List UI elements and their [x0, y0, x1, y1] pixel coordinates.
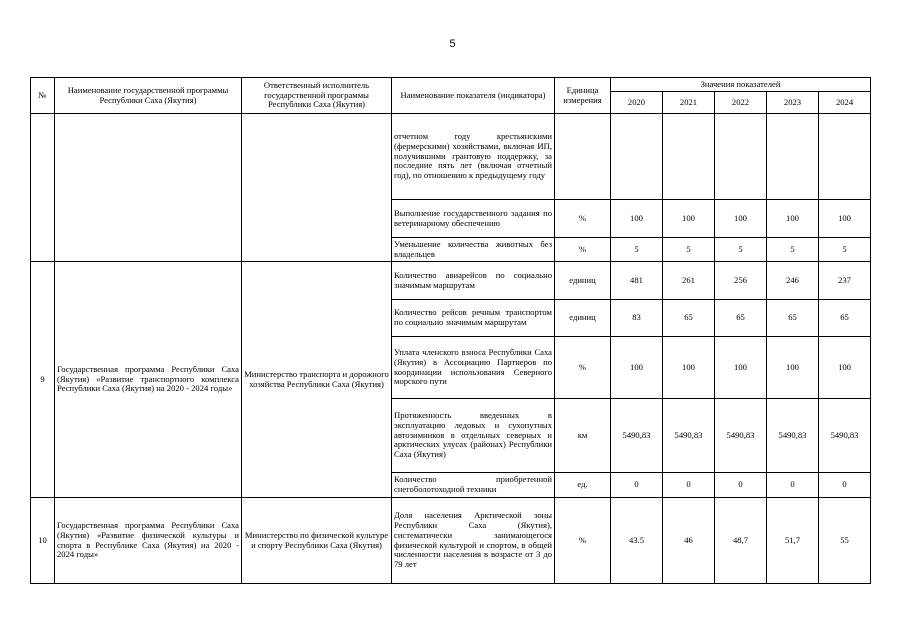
value-cell: 5 — [767, 238, 819, 262]
value-cell: 5 — [715, 238, 767, 262]
indicators-table — [30, 77, 871, 584]
value-cell: 5 — [663, 238, 715, 262]
header-values-group: Значения показателей — [611, 78, 871, 92]
value-cell: 65 — [715, 300, 767, 337]
value-cell: 100 — [767, 337, 819, 399]
value-cell — [715, 114, 767, 200]
value-cell: 100 — [715, 337, 767, 399]
program-name: Государственная программа Республики Саха (Якутия) «Развитие транспортного комплекса Республики Саха (Якутия) на 2020 - 2024 годы» — [55, 262, 242, 498]
num-cell-empty — [31, 114, 55, 262]
unit-cell: % — [555, 238, 611, 262]
page-number: 5 — [449, 38, 456, 50]
indicator-cell: Уплата членского взноса Республики Саха (Якутия) в Ассоциацию Партнеров по координации использования Северного морского пути — [392, 337, 555, 399]
value-cell: 0 — [819, 473, 871, 498]
value-cell: 100 — [663, 337, 715, 399]
program-executor: Министерство по физической культуре и спорту Республики Саха (Якутия) — [242, 498, 392, 584]
program-name: Государственная программа Республики Саха (Якутия) «Развитие физической культуры и спорта в Республике Саха (Якутия) на 2020 - 2024 годы» — [55, 498, 242, 584]
header-program: Наименование государственной программы Республики Саха (Якутия) — [55, 78, 242, 114]
value-cell: 481 — [611, 262, 663, 300]
value-cell — [767, 114, 819, 200]
header-year-2023: 2023 — [767, 92, 819, 114]
unit-cell: % — [555, 498, 611, 584]
value-cell: 100 — [611, 200, 663, 238]
unit-cell: % — [555, 337, 611, 399]
value-cell: 261 — [663, 262, 715, 300]
indicator-cell: Выполнение государственного задания по ветеринарному обеспечению — [392, 200, 555, 238]
value-cell: 65 — [819, 300, 871, 337]
value-cell: 100 — [819, 337, 871, 399]
value-cell: 100 — [767, 200, 819, 238]
value-cell: 5490,83 — [767, 399, 819, 473]
header-num: № — [31, 78, 55, 114]
table-row — [31, 262, 871, 300]
header-year-2022: 2022 — [715, 92, 767, 114]
table-row — [31, 498, 871, 584]
value-cell: 0 — [767, 473, 819, 498]
unit-cell: % — [555, 200, 611, 238]
program-executor: Министерство транспорта и дорожного хозяйства Республики Саха (Якутия) — [242, 262, 392, 498]
unit-cell: км — [555, 399, 611, 473]
value-cell: 237 — [819, 262, 871, 300]
value-cell: 65 — [663, 300, 715, 337]
value-cell: 55 — [819, 498, 871, 584]
header-unit: Единица измерения — [555, 78, 611, 114]
value-cell: 100 — [663, 200, 715, 238]
indicator-cell: Доля населения Арктической зоны Республики Саха (Якутия), систематически занимающегося физической культурой и спортом, в общей численности населения в возрасте от 3 до 79 лет — [392, 498, 555, 584]
indicator-cell: Количество приобретенной снегоболотоходной техники — [392, 473, 555, 498]
value-cell: 5 — [611, 238, 663, 262]
value-cell: 51,7 — [767, 498, 819, 584]
value-cell: 5490,83 — [611, 399, 663, 473]
header-year-2024: 2024 — [819, 92, 871, 114]
value-cell: 100 — [611, 337, 663, 399]
value-cell: 43.5 — [611, 498, 663, 584]
unit-cell — [555, 114, 611, 200]
value-cell: 246 — [767, 262, 819, 300]
indicator-cell: Количество авиарейсов по социально значимым маршрутам — [392, 262, 555, 300]
header-indicator: Наименование показателя (индикатора) — [392, 78, 555, 114]
header-year-2020: 2020 — [611, 92, 663, 114]
indicator-cell: Уменьшение количества животных без владельцев — [392, 238, 555, 262]
value-cell — [819, 114, 871, 200]
value-cell: 256 — [715, 262, 767, 300]
value-cell: 100 — [819, 200, 871, 238]
table-row — [31, 114, 871, 200]
value-cell: 0 — [715, 473, 767, 498]
program-num: 9 — [31, 262, 55, 498]
value-cell: 46 — [663, 498, 715, 584]
header-executor: Ответственный исполнитель государственной программы Республики Саха (Якутия) — [242, 78, 392, 114]
unit-cell: единиц — [555, 262, 611, 300]
unit-cell: ед. — [555, 473, 611, 498]
value-cell: 5 — [819, 238, 871, 262]
value-cell: 65 — [767, 300, 819, 337]
value-cell: 5490,83 — [715, 399, 767, 473]
value-cell: 5490,83 — [663, 399, 715, 473]
program-cell-empty — [55, 114, 242, 262]
value-cell: 0 — [663, 473, 715, 498]
indicator-cell: отчетном году крестьянскими (фермерскими) хозяйствами, включая ИП, получившими грантовую поддержку, за последние пять лет (включая отчетный год), по отношению к предыдущему году — [392, 114, 555, 200]
value-cell: 0 — [611, 473, 663, 498]
indicator-cell: Протяженность введенных в эксплуатацию ледовых и сухопутных автозимников в отдельных северных и арктических улусах (районах) Республики Саха (Якутия) — [392, 399, 555, 473]
indicator-cell: Количество рейсов речным транспортом по социально значимым маршрутам — [392, 300, 555, 337]
value-cell — [663, 114, 715, 200]
value-cell — [611, 114, 663, 200]
program-num: 10 — [31, 498, 55, 584]
value-cell: 48,7 — [715, 498, 767, 584]
header-year-2021: 2021 — [663, 92, 715, 114]
unit-cell: единиц — [555, 300, 611, 337]
value-cell: 83 — [611, 300, 663, 337]
value-cell: 100 — [715, 200, 767, 238]
value-cell: 5490,83 — [819, 399, 871, 473]
executor-cell-empty — [242, 114, 392, 262]
